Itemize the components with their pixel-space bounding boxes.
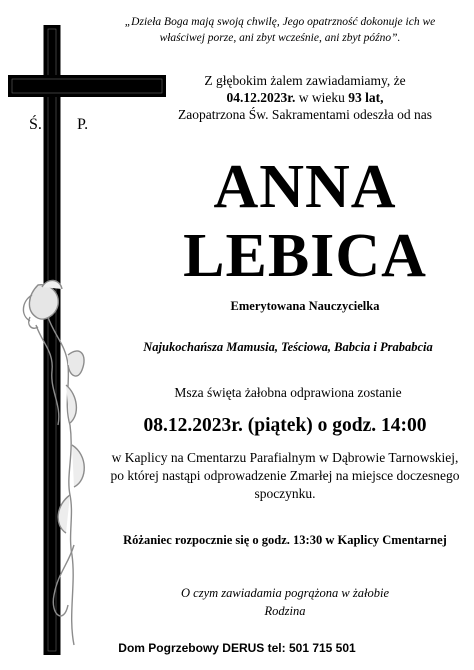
location-line-1: w Kaplicy na Cmentarzu Parafialnym w Dąbrowie Tarnowskiej, — [111, 450, 459, 465]
intro-line-3: Zaopatrzona Św. Sakramentami odeszła od nas — [177, 107, 433, 122]
closing-line-1: O czym zawiadamia pogrążona w żałobie — [181, 586, 389, 600]
quote-line-2: właściwej porze, ani zbyt wcześnie, ani zbyt późno”. — [159, 32, 401, 44]
intro-line-1: Z głębokim żalem zawiadamiamy, że — [204, 73, 406, 88]
deceased-first-name: ANNA — [213, 153, 397, 221]
quote-line-1: „Dzieła Boga mają swoją chwilę, Jego opatrzność dokonuje ich we — [124, 16, 436, 28]
rosary-info: Różaniec rozpocznie się o godz. 13:30 w Kaplicy Cmentarnej — [123, 533, 447, 547]
sp-p: P. — [77, 116, 89, 133]
funeral-home-contact: Dom Pogrzebowy DERUS tel: 501 715 501 — [118, 641, 356, 655]
deceased-profession: Emerytowana Nauczycielka — [230, 299, 380, 313]
sp-s: Ś. — [29, 116, 42, 133]
closing-line-2: Rodzina — [264, 604, 306, 618]
mass-intro: Msza święta żałobna odprawiona zostanie — [174, 385, 402, 400]
death-announcement — [155, 72, 455, 123]
location-line-3: spoczynku. — [254, 486, 316, 501]
age-prefix: w wieku — [295, 90, 349, 105]
bible-quote — [105, 14, 455, 46]
funeral-location — [100, 449, 470, 503]
location-line-2: po której nastąpi odprowadzenie Zmarłej na miejsce doczesnego — [110, 468, 460, 483]
family-roles: Najukochańsza Mamusia, Teściowa, Babcia i Prababcia — [143, 340, 433, 354]
deceased-last-name: LEBICA — [183, 222, 427, 290]
death-date: 04.12.2023r. — [226, 90, 296, 105]
funeral-datetime: 08.12.2023r. (piątek) o godz. 14:00 — [143, 415, 427, 436]
age: 93 lat, — [348, 90, 384, 105]
closing-note — [100, 584, 470, 620]
